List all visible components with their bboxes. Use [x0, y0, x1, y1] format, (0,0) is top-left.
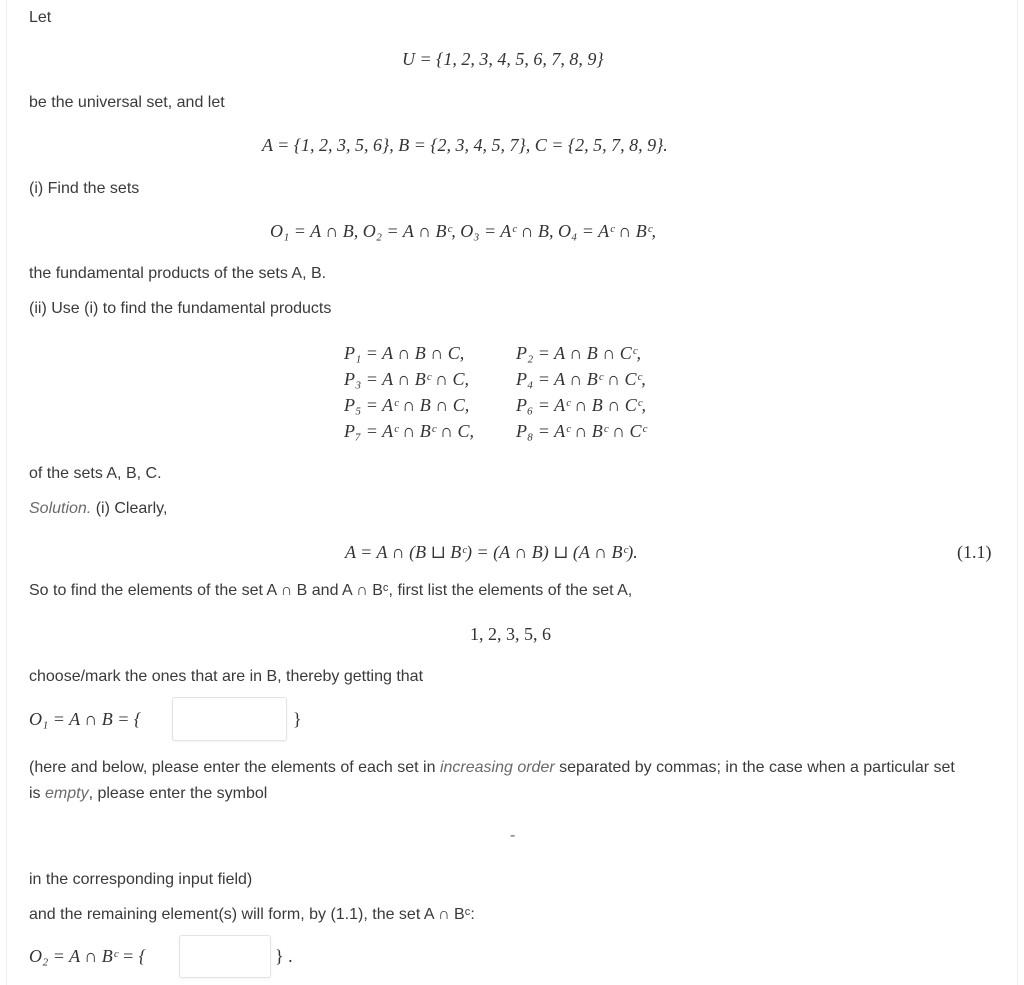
text-fundamental-ab: the fundamental products of the sets A, B.	[29, 265, 327, 282]
p3: P₃ = A ∩ Bᶜ ∩ C,	[344, 369, 469, 389]
note-part: , please enter the symbol	[88, 785, 268, 802]
solution-label: Solution.	[29, 500, 92, 517]
note-line-2	[29, 784, 267, 804]
equation-number: (1.1)	[957, 542, 992, 562]
o1-close-brace: }	[293, 709, 302, 729]
equation-o-sets: O₁ = A ∩ B, O₂ = A ∩ Bᶜ, O₃ = Aᶜ ∩ B, O₄ = Aᶜ ∩ Bᶜ,	[270, 221, 657, 241]
note-empty: empty	[45, 785, 89, 802]
o1-prefix: O₁ = A ∩ B = {	[29, 709, 142, 729]
p-row	[344, 418, 646, 444]
equation-main: A = A ∩ (B ⊔ Bᶜ) = (A ∩ B) ⊔ (A ∩ Bᶜ).	[345, 542, 638, 562]
text-let: Let	[29, 9, 52, 26]
note-increasing-order: increasing order	[439, 759, 555, 776]
equation-p-products	[344, 340, 646, 444]
solution-clearly: (i) Clearly,	[95, 500, 168, 517]
p-row	[344, 340, 646, 366]
text-be-universal: be the universal set, and let	[29, 94, 225, 111]
o2-close-brace: } .	[275, 946, 293, 966]
list-elements-a: 1, 2, 3, 5, 6	[470, 624, 551, 644]
o2-prefix: O₂ = A ∩ Bᶜ = {	[29, 946, 146, 966]
text-in-field: in the corresponding input field)	[29, 871, 253, 888]
p2: P₂ = A ∩ B ∩ Cᶜ,	[516, 343, 641, 363]
text-choose: choose/mark the ones that are in B, thereby getting that	[29, 668, 424, 685]
p7: P₇ = Aᶜ ∩ Bᶜ ∩ C,	[344, 421, 475, 441]
p8: P₈ = Aᶜ ∩ Bᶜ ∩ Cᶜ	[516, 421, 647, 441]
p1: P₁ = A ∩ B ∩ C,	[344, 343, 465, 363]
note-line-1	[29, 758, 955, 778]
equation-sets-abc: A = {1, 2, 3, 5, 6}, B = {2, 3, 4, 5, 7}, C = {2, 5, 7, 8, 9}.	[262, 135, 668, 155]
text-so-find: So to find the elements of the set A ∩ B and A ∩ Bᶜ, first list the elements of the set A,	[29, 582, 633, 599]
note-part: separated by commas; in the case when a particular set	[554, 759, 955, 776]
text-fundamental-abc: of the sets A, B, C.	[29, 465, 162, 482]
note-part: is	[29, 785, 45, 802]
text-part1-label: (i) Find the sets	[29, 180, 140, 197]
text-part2-label: (ii) Use (i) to find the fundamental products	[29, 300, 332, 317]
p6: P₆ = Aᶜ ∩ B ∩ Cᶜ,	[516, 395, 647, 415]
equation-universal-set: U = {1, 2, 3, 4, 5, 6, 7, 8, 9}	[402, 49, 604, 69]
p5: P₅ = Aᶜ ∩ B ∩ C,	[344, 395, 470, 415]
text-remaining: and the remaining element(s) will form, by (1.1), the set A ∩ Bᶜ:	[29, 906, 475, 923]
p-row	[344, 366, 646, 392]
o2-input-field[interactable]	[179, 935, 271, 978]
p-row	[344, 392, 646, 418]
document-page	[6, 0, 1018, 985]
empty-symbol: -	[510, 827, 516, 844]
solution-line	[29, 499, 167, 519]
o1-input-field[interactable]	[172, 697, 287, 741]
p4: P₄ = A ∩ Bᶜ ∩ Cᶜ,	[516, 369, 646, 389]
note-part: (here and below, please enter the elements of each set in	[29, 759, 440, 776]
